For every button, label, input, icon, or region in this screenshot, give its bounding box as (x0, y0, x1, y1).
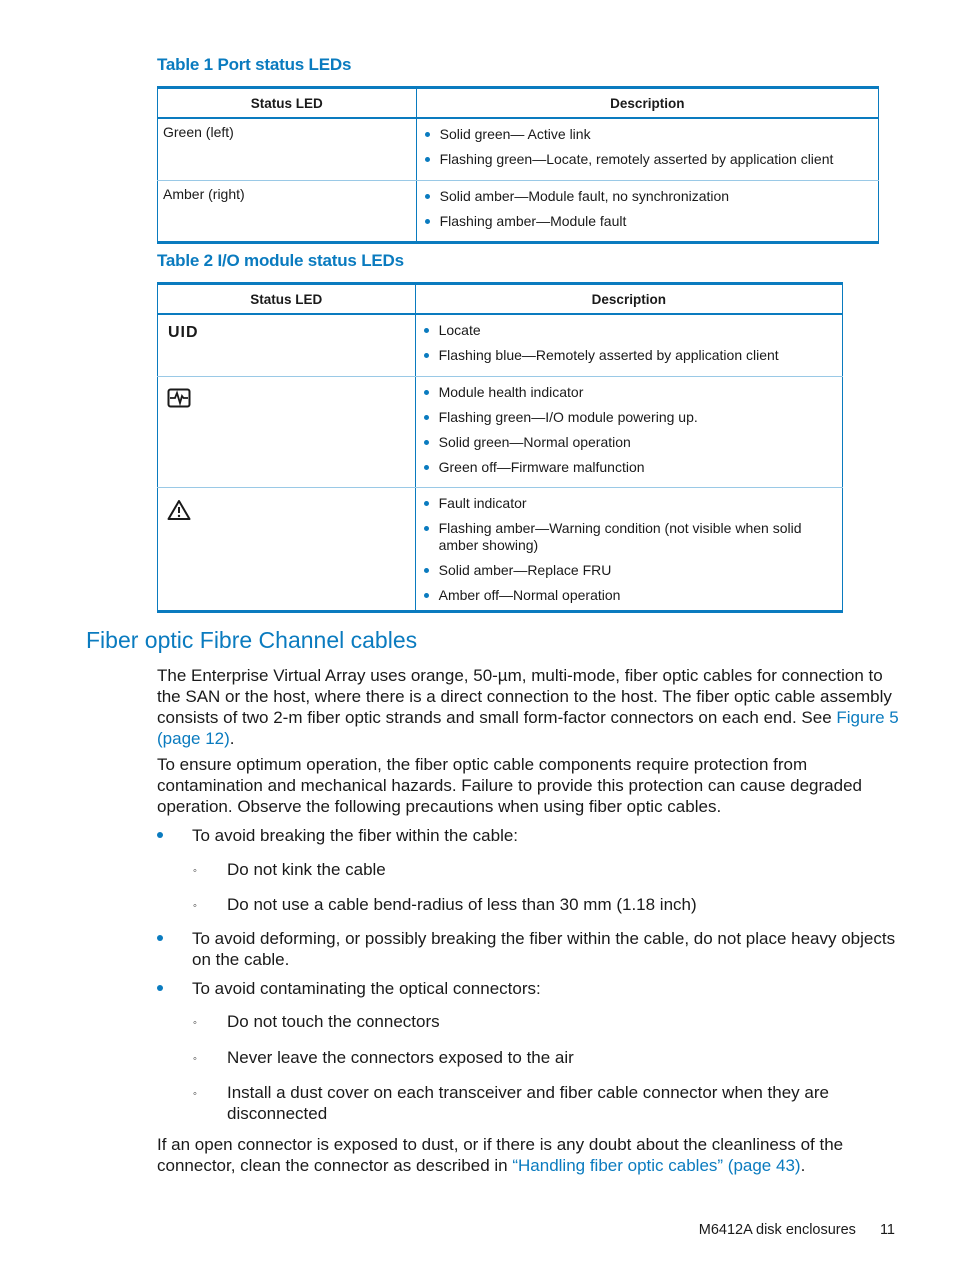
led-name (158, 314, 416, 376)
section-heading: Fiber optic Fibre Channel cables (86, 627, 418, 653)
paragraph-precautions (157, 754, 902, 817)
footer-title: M6412A disk enclosures (698, 1222, 856, 1238)
health-monitor-icon (167, 388, 191, 413)
sub-item-text: Install a dust cover on each transceiver and fiber cable connector when they are disconnected (227, 1083, 829, 1123)
list-item: Fault indicator (421, 495, 836, 512)
circle-bullet-icon: ◦ (193, 865, 197, 877)
bullet-dot (157, 985, 163, 991)
uid-label: UID (168, 324, 199, 341)
handling-fiber-cables-link[interactable]: “Handling fiber optic cables” (page 43) (512, 1156, 801, 1175)
paragraph-intro (157, 665, 902, 749)
list-item-text: To avoid breaking the fiber within the cable: (192, 826, 519, 845)
list-item-text: To avoid contaminating the optical connectors: (192, 979, 541, 998)
list-item: Locate (421, 322, 836, 339)
led-name: Green (left) (158, 118, 417, 180)
table-header-description: Description (416, 88, 878, 119)
led-description (416, 118, 878, 180)
figure-5-link[interactable]: Figure 5 (page 12) (157, 708, 899, 748)
table-header-status-led: Status LED (158, 284, 416, 315)
paragraph-text: If an open connector is exposed to dust, or if there is any doubt about the cleanliness of the connector, clean the connector as described in (157, 1135, 844, 1175)
led-description (415, 487, 842, 611)
list-item-text: To avoid deforming, or possibly breaking the fiber within the cable, do not place heavy objects on the cable. (192, 929, 896, 969)
table-row (158, 314, 843, 376)
port-status-table (157, 86, 879, 244)
list-item: Flashing green—Locate, remotely asserted by application client (422, 151, 872, 168)
list-item: Green off—Firmware malfunction (421, 459, 836, 476)
table-row (158, 376, 843, 487)
led-description (415, 314, 842, 376)
paragraph-end: . (800, 1156, 806, 1175)
led-icon-cell (158, 376, 416, 487)
list-item: Solid green—Normal operation (421, 434, 836, 451)
table-header-description: Description (415, 284, 842, 315)
table-row (158, 118, 879, 180)
paragraph-text: The Enterprise Virtual Array uses orange, 50-µm, multi-mode, fiber optic cables for connection to the SAN or the host, where there is a direct connection to the host. The fiber optic cable assembly consists of two 2-m fiber optic strands and small form-factor connectors on each end. See (157, 666, 892, 727)
led-description (416, 180, 878, 242)
bullet-dot (157, 935, 163, 941)
table-2-caption: Table 2 I/O module status LEDs (157, 251, 404, 270)
list-item: Amber off—Normal operation (421, 587, 836, 604)
led-icon-cell (158, 487, 416, 611)
paragraph-end: . (229, 729, 235, 748)
circle-bullet-icon: ◦ (193, 1088, 197, 1100)
table-row (158, 180, 879, 242)
page-footer (600, 1222, 895, 1238)
sub-item-text: Do not use a cable bend-radius of less than 30 mm (1.18 inch) (227, 895, 697, 914)
sub-item-text: Do not kink the cable (227, 860, 386, 879)
list-item: Solid amber—Module fault, no synchronization (422, 188, 872, 205)
table-1-caption: Table 1 Port status LEDs (157, 55, 352, 74)
led-name: Amber (right) (158, 180, 417, 242)
list-item: Flashing blue—Remotely asserted by application client (421, 347, 836, 364)
sub-item-text: Do not touch the connectors (227, 1012, 440, 1031)
bullet-dot (157, 832, 163, 838)
page-number: 11 (879, 1222, 895, 1238)
list-item: Flashing green—I/O module powering up. (421, 409, 836, 426)
paragraph-text: To ensure optimum operation, the fiber optic cable components require protection from contamination and mechanical hazards. Failure to provide this protection can cause degraded operation. Observe the following precautions when using fiber optic cables. (157, 755, 862, 816)
list-item: Flashing amber—Warning condition (not visible when solid amber showing) (421, 520, 836, 554)
list-item: Module health indicator (421, 384, 836, 401)
circle-bullet-icon: ◦ (193, 900, 197, 912)
table-header-status-led: Status LED (158, 88, 417, 119)
io-module-status-table (157, 282, 843, 613)
circle-bullet-icon: ◦ (193, 1053, 197, 1065)
sub-item-text: Never leave the connectors exposed to the air (227, 1048, 574, 1067)
list-item: Flashing amber—Module fault (422, 213, 872, 230)
circle-bullet-icon: ◦ (193, 1017, 197, 1029)
paragraph-cleaning (157, 1134, 902, 1176)
warning-triangle-icon (167, 499, 191, 524)
led-description (415, 376, 842, 487)
table-row (158, 487, 843, 611)
list-item: Solid green— Active link (422, 126, 872, 143)
list-item: Solid amber—Replace FRU (421, 562, 836, 579)
